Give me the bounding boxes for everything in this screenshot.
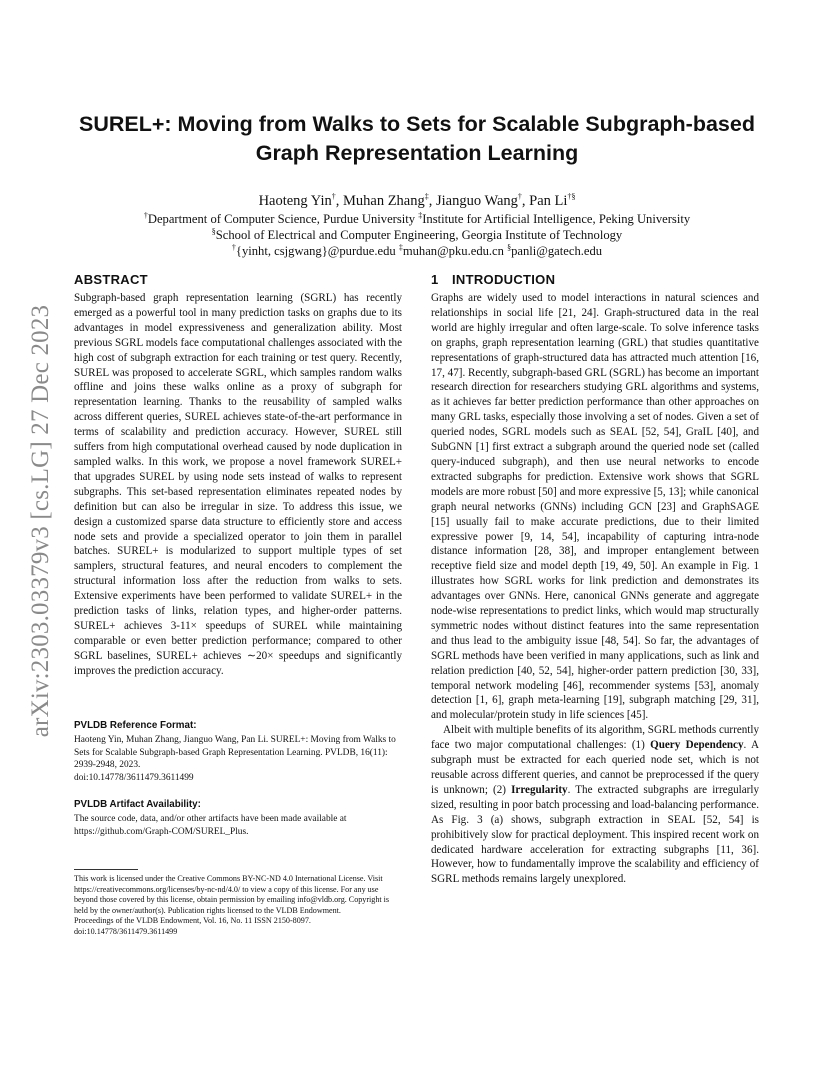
paragraph-text: . The extracted subgraphs are irregularly sized, resulting in poor batch processing and load-balancing performance. As Fig. 3 (a) shows, subgraph extraction in SEAL [52, 54] is prohibitively slow for practical deployment. This inspired recent work on dedicated hardware acceleration for extracting subgraphs [11, 36]. However, how to fundamentally improve the scalability and efficiency of SGRL methods remains largely unexplored. [431,783,760,886]
footnote-divider [74,869,138,870]
email-text: {yinht, csjgwang}@purdue.edu [235,244,399,258]
pvldb-reference-format [74,719,402,785]
affiliation-mark: ‡ [398,242,403,252]
affiliation-mark: § [507,242,512,252]
affiliation-text: Department of Computer Science, Purdue University [147,212,419,226]
author-name: Jianguo Wang [435,193,518,209]
affiliation-mark: † [231,242,236,252]
proceedings-text: Proceedings of the VLDB Endowment, Vol. 16, No. 11 ISSN 2150-8097. [74,916,311,926]
section-title: INTRODUCTION [452,272,556,287]
author-mark: † [331,192,336,202]
license-text: This work is licensed under the Creative Commons BY-NC-ND 4.0 International License. Visit https://creativecommons.org/licenses/by-nc-nd/4.0/ to view a copy of this license. For any use beyond those covered by this license, obtain permission by emailing info@vldb.org. Copyright is held by the owner/author(s). Publication rights licensed to the VLDB Endowment. [74,874,390,915]
author-mark: † [517,192,522,202]
right-column [431,271,759,887]
section-number: 1 [431,272,439,287]
author-name: Pan Li [529,193,568,209]
pvldb-format-text: Haoteng Yin, Muhan Zhang, Jianguo Wang, Pan Li. SUREL+: Moving from Walks to Sets for Scalable Subgraph-based Graph Representation Learning. PVLDB, 16(11): 2939-2948, 2023. [74,735,396,771]
pvldb-format-heading: PVLDB Reference Format: [74,720,197,731]
left-column [74,271,402,679]
arxiv-side-stamp [24,283,58,758]
author-name: Haoteng Yin [258,193,332,209]
affiliation-mark: ‡ [418,210,423,220]
affiliation-mark: † [143,210,148,220]
footnote-doi: doi:10.14778/3611479.3611499 [74,926,178,936]
affiliation-mark: § [211,226,216,236]
affiliation-line [72,211,762,227]
email-text: panli@gatech.edu [511,244,603,258]
emphasis-term: Irregularity [511,783,568,796]
paragraph-text: Albeit with multiple benefits of its algorithm, SGRL methods currently face two major computational challenges: (1) [431,724,759,752]
introduction-paragraph: Graphs are widely used to model interactions in natural sciences and relationships in social life [21, 24]. Graph-structured data in the real world are highly irregular and often large-scale. To solve inference tasks on graphs, graph representation learning (GRL) that studies quantitative representations of graph-structured data has attracted much attention [16, 17, 47]. Recently, subgraph-based GRL (SGRL) has become an important research direction for researchers studying GRL algorithms and systems, as it achieves far better prediction performance than other approaches on many GRL tasks, especially those involving a set of nodes. Given a set of queried nodes, SGRL models such as SEAL [52, 54], GraIL [40], and SubGNN [1] first extract a subgraph around the queried node set (called query-induced subgraph), and then use neural networks to encode extracted subgraphs for prediction. Extensive work shows that SGRL models are more robust [50] and more expressive [5, 13]; while canonical graph neural networks (GNNs) including GCN [23] and GraphSAGE [15] usually fail to make accurate predictions, due to their limited expressive power [9, 14, 54], incapability of capturing intra-node distance information [28, 38], and improper entanglement between receptive field size and model depth [19, 49, 50]. An example in Fig. 1 illustrates how SGRL works for link prediction and demonstrates its advantages over GNNs. Here, canonical GNNs generate and aggregate node-wise representations to predict links, which would map structurally symmetric nodes without distinct features into the same representation and thus lead to the ambiguity issue [48, 54]. So far, the advantages of SGRL methods have been verified in many applications, such as link and relation prediction [40, 52, 54], higher-order pattern prediction [30, 33], temporal network modeling [46], recommender systems [53], anomaly detection [1, 6], graph meta-learning [19], subgraph matching [29, 31], and molecular/protein study in life sciences [45]. [431,292,759,722]
arxiv-identifier: arXiv:2303.03379v3 [cs.LG] 27 Dec 2023 [27,304,54,737]
email-line [72,243,762,259]
abstract-heading: ABSTRACT [74,272,148,287]
license-footnote [74,874,404,938]
email-text: muhan@pku.edu.cn [402,244,508,258]
introduction-paragraph [431,723,759,887]
pvldb-artifact-availability [74,798,402,838]
affiliations [72,211,762,259]
introduction-heading [431,271,759,288]
author-mark: †§ [567,192,576,202]
paragraph-text: . A subgraph must be extracted for each queried node set, which is not reusable across different queries, and cannot be preprocessed if the query is unknown; (2) [431,739,759,796]
paper-title: SUREL+: Moving from Walks to Sets for Scalable Subgraph-based Graph Representation Learning [79,112,755,165]
pvldb-artifact-heading: PVLDB Artifact Availability: [74,799,201,810]
affiliation-line [72,227,762,243]
pvldb-artifact-text: The source code, data, and/or other artifacts have been made available at https://github.com/Graph-COM/SUREL_Plus. [74,814,347,837]
affiliation-text: School of Electrical and Computer Engineering, Georgia Institute of Technology [215,228,623,242]
emphasis-term: Query Dependency [650,739,744,752]
pvldb-format-doi: doi:10.14778/3611479.3611499 [74,773,194,784]
author-list: Haoteng Yin†, Muhan Zhang‡, Jianguo Wang†, Pan Li†§ [258,192,576,209]
affiliation-text: Institute for Artificial Intelligence, Peking University [422,212,691,226]
author-mark: ‡ [424,192,429,202]
author-name: Muhan Zhang [342,193,425,209]
abstract-text: Subgraph-based graph representation learning (SGRL) has recently emerged as a powerful tool in many prediction tasks on graphs due to its advantages in model expressiveness and generalization ability. Most previous SGRL models face computational challenges associated with the high cost of subgraph extraction for each training or test query. Recently, SUREL was proposed to accelerate SGRL, which samples random walks offline and joins these walks online as a proxy of subgraph for representation learning. Thanks to the reusability of sampled walks across different queries, SUREL achieves state-of-the-art performance in terms of scalability and prediction accuracy. However, SUREL still suffers from high computational overhead caused by node duplication in sampled walks. In this work, we propose a novel framework SUREL+ that upgrades SUREL by using node sets instead of walks to represent subgraphs. This set-based representation eliminates repeated nodes by definition but can also be irregular in size. To address this issue, we design a customized sparse data structure to efficiently store and access node sets and provide a specialized operator to join them in parallel batches. SUREL+ is modularized to support multiple types of set samplers, structural features, and neural encoders to complement the structural information loss after the reduction from walks to sets. Extensive experiments have been performed to validate SUREL+ in the prediction tasks of links, relation types, and higher-order patterns. SUREL+ achieves 3-11× speedups of SUREL while maintaining comparable or even better prediction performance; compared to other SGRL baselines, SUREL+ achieves ∼20× speedups and significantly improves the prediction accuracy. [74,292,402,677]
